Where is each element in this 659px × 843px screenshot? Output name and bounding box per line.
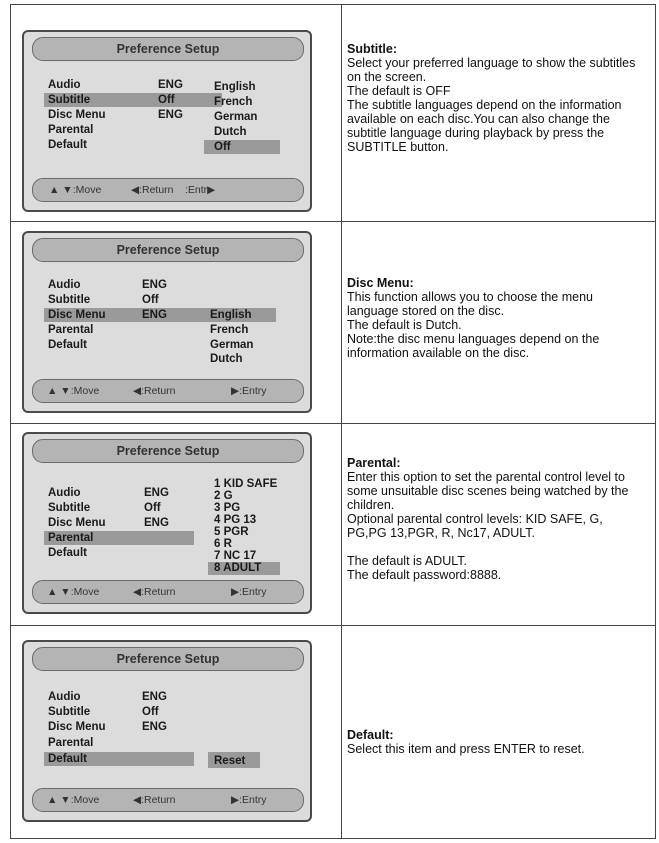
option-item[interactable]: 8 ADULT	[214, 562, 262, 574]
description-parental	[347, 456, 642, 582]
option-item[interactable]: English	[214, 81, 256, 93]
menu-item-audio[interactable]: Audio	[48, 279, 81, 291]
menu-item-parental[interactable]: Parental	[48, 324, 94, 336]
description-spacer	[347, 540, 642, 554]
footer-entry: ▶:Entry	[231, 385, 267, 397]
footer-move: ▲ ▼:Move	[47, 586, 100, 598]
menu-value-subtitle: Off	[142, 294, 159, 306]
menu-value-disc-menu: ENG	[142, 721, 167, 733]
option-item[interactable]: Dutch	[210, 353, 243, 365]
footer-move: ▲ ▼:Move	[47, 385, 100, 397]
column-divider	[341, 5, 342, 838]
menu-item-disc-menu[interactable]: Disc Menu	[48, 309, 106, 321]
menu-item-audio[interactable]: Audio	[48, 79, 81, 91]
option-item[interactable]: French	[214, 96, 253, 108]
option-item[interactable]: German	[210, 339, 254, 351]
option-item[interactable]: 4 PG 13	[214, 514, 257, 526]
menu-item-parental[interactable]: Parental	[48, 737, 94, 749]
description-text: Note:the disc menu languages depend on the information available on the disc.	[347, 332, 600, 360]
description-disc-menu	[347, 276, 642, 360]
footer-return: ◀:Return	[131, 184, 174, 196]
row-divider	[11, 625, 655, 626]
description-heading: Disc Menu:	[347, 276, 414, 290]
description-text: Select this item and press ENTER to reset.	[347, 742, 585, 756]
menu-value-audio: ENG	[142, 279, 167, 291]
description-subtitle	[347, 42, 642, 154]
footer-entry: ▶:Entry	[231, 794, 267, 806]
description-text: This function allows you to choose the menu language stored on the disc.	[347, 290, 593, 318]
menu-item-audio[interactable]: Audio	[48, 691, 81, 703]
footer-return: ◀:Return	[133, 794, 176, 806]
osd-title: Preference Setup	[32, 439, 304, 463]
footer-return: ◀:Return	[133, 385, 176, 397]
row-divider	[11, 221, 655, 222]
footer-move: ▲ ▼:Move	[47, 794, 100, 806]
description-text: The default is OFF	[347, 84, 451, 98]
menu-item-subtitle[interactable]: Subtitle	[48, 294, 91, 306]
option-item[interactable]: 2 G	[214, 490, 233, 502]
description-text: Select your preferred language to show the subtitles on the screen.	[347, 56, 636, 84]
osd-screen-default	[22, 640, 312, 822]
osd-title: Preference Setup	[32, 238, 304, 262]
menu-value-subtitle: Off	[144, 502, 161, 514]
menu-value-subtitle: Off	[142, 706, 159, 718]
menu-item-disc-menu[interactable]: Disc Menu	[48, 721, 106, 733]
menu-item-subtitle[interactable]: Subtitle	[48, 706, 91, 718]
description-text: The default is Dutch.	[347, 318, 462, 332]
menu-item-subtitle[interactable]: Subtitle	[48, 502, 91, 514]
option-item[interactable]: 5 PGR	[214, 526, 249, 538]
option-item[interactable]: Dutch	[214, 126, 247, 138]
footer-entry: ▶:Entry	[231, 586, 267, 598]
description-heading: Parental:	[347, 456, 401, 470]
option-item[interactable]: German	[214, 111, 258, 123]
menu-item-audio[interactable]: Audio	[48, 487, 81, 499]
osd-title: Preference Setup	[32, 647, 304, 671]
menu-item-default[interactable]: Default	[48, 547, 87, 559]
description-heading: Subtitle:	[347, 42, 397, 56]
menu-value-subtitle: Off	[158, 94, 175, 106]
option-item[interactable]: 1 KID SAFE	[214, 478, 278, 490]
osd-screen-parental	[22, 432, 312, 614]
osd-footer	[32, 580, 304, 604]
description-heading: Default:	[347, 728, 394, 742]
osd-title: Preference Setup	[32, 37, 304, 61]
row-divider	[11, 423, 655, 424]
osd-footer	[32, 379, 304, 403]
description-text: The default is ADULT.	[347, 554, 467, 568]
menu-value-audio: ENG	[142, 691, 167, 703]
menu-item-parental[interactable]: Parental	[48, 124, 94, 136]
menu-value-disc-menu: ENG	[158, 109, 183, 121]
menu-item-default[interactable]: Default	[48, 139, 87, 151]
menu-item-parental[interactable]: Parental	[48, 532, 94, 544]
menu-item-default[interactable]: Default	[48, 753, 87, 765]
osd-footer	[32, 178, 304, 202]
option-item[interactable]: French	[210, 324, 249, 336]
footer-return: ◀:Return	[133, 586, 176, 598]
menu-item-default[interactable]: Default	[48, 339, 87, 351]
osd-footer	[32, 788, 304, 812]
description-text: Enter this option to set the parental control level to some unsuitable disc scenes being watched by the children.	[347, 470, 629, 512]
option-item[interactable]: Off	[214, 141, 231, 153]
footer-entry: :Entr▶	[185, 184, 216, 196]
menu-value-audio: ENG	[158, 79, 183, 91]
menu-item-subtitle[interactable]: Subtitle	[48, 94, 91, 106]
option-item[interactable]: English	[210, 309, 252, 321]
description-text: The default password:8888.	[347, 568, 502, 582]
menu-item-disc-menu[interactable]: Disc Menu	[48, 109, 106, 121]
option-item[interactable]: 6 R	[214, 538, 232, 550]
description-text: The subtitle languages depend on the information available on each disc.You can also change the subtitle language during playback by press the SUBTITLE button.	[347, 98, 622, 154]
menu-value-audio: ENG	[144, 487, 169, 499]
osd-screen-subtitle	[22, 30, 312, 212]
description-text: Optional parental control levels: KID SAFE, G, PG,PG 13,PGR, R, Nc17, ADULT.	[347, 512, 603, 540]
menu-value-disc-menu: ENG	[144, 517, 169, 529]
footer-move: ▲ ▼:Move	[49, 184, 102, 196]
osd-screen-disc-menu	[22, 231, 312, 413]
description-default	[347, 728, 642, 756]
menu-value-disc-menu: ENG	[142, 309, 167, 321]
option-item[interactable]: 3 PG	[214, 502, 241, 514]
reset-option[interactable]: Reset	[214, 755, 246, 767]
option-item[interactable]: 7 NC 17	[214, 550, 257, 562]
menu-item-disc-menu[interactable]: Disc Menu	[48, 517, 106, 529]
